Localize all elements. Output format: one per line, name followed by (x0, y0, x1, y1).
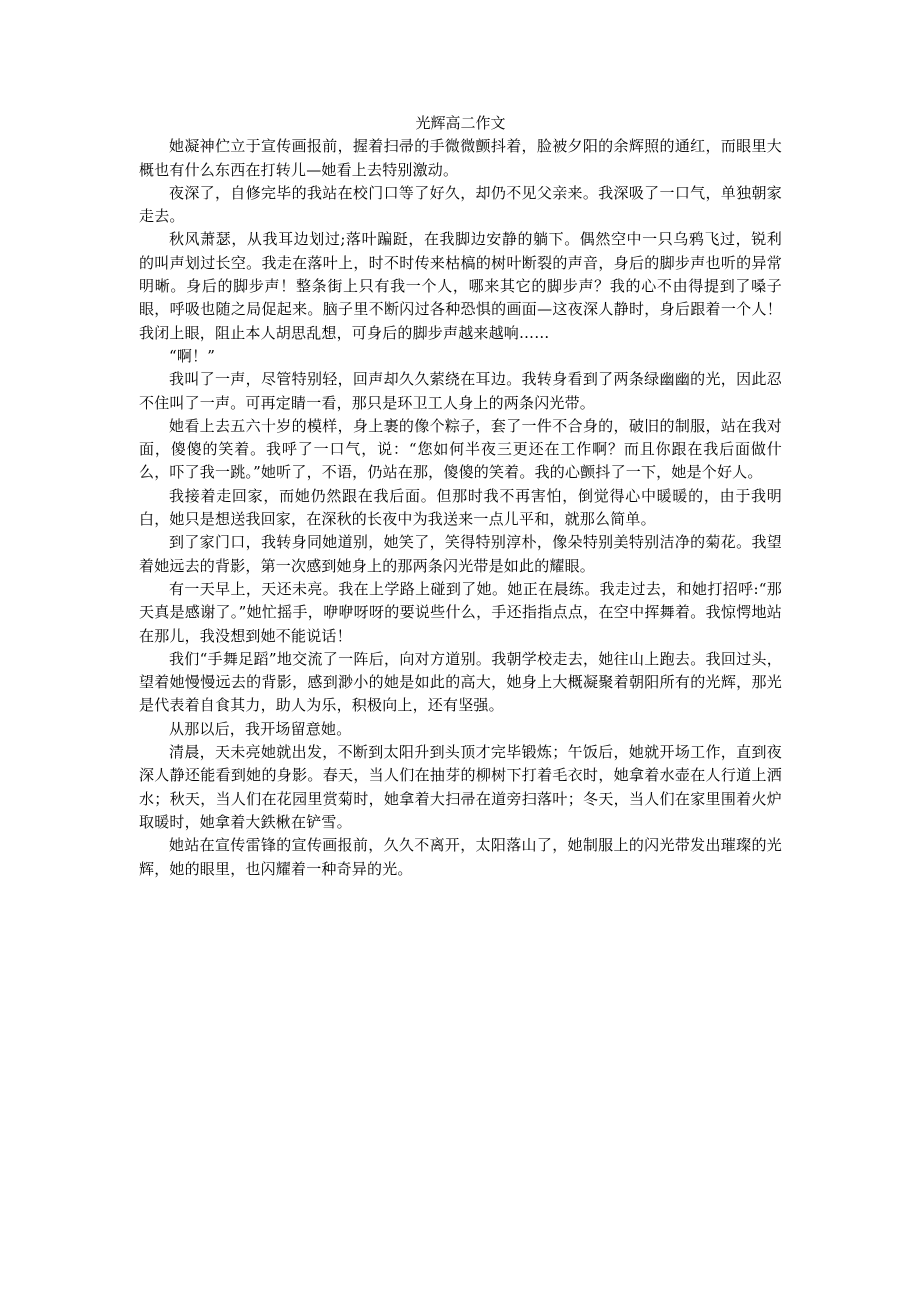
paragraph: “啊！” (169, 346, 216, 365)
paragraph: 我叫了一声，尽管特别轻，回声却久久萦绕在耳边。我转身看到了两条绿幽幽的光，因此忍不住叫了一声。可再定睛一看，那只是环卫工人身上的两条闪光带。 (139, 370, 782, 412)
document-page (139, 112, 782, 881)
paragraph: 我们“手舞足蹈”地交流了一阵后，向对方道别。我朝学校走去，她往山上跑去。我回过头，望着她慢慢远去的背影，感到渺小的她是如此的高大，她身上大概凝聚着朝阳所有的光辉，那光是代表着自食其力，助人为乐，积极向上，还有坚强。 (139, 649, 782, 715)
paragraph: 她站在宣传雷锋的宣传画报前，久久不离开，太阳落山了，她制服上的闪光带发出璀璨的光辉，她的眼里，也闪耀着一种奇异的光。 (139, 836, 782, 878)
paragraph: 清晨，天未亮她就出发，不断到太阳升到头顶才完毕锻炼；午饭后，她就开场工作，直到夜深人静还能看到她的身影。春天，当人们在抽芽的柳树下打着毛衣时，她拿着水壶在人行道上洒水；秋天，当人们在花园里赏菊时，她拿着大扫帚在道旁扫落叶；冬天，当人们在家里围着火炉取暖时，她拿着大鉄楸在铲雪。 (139, 743, 782, 831)
paragraph: 她凝神伫立于宣传画报前，握着扫帚的手微微颤抖着，脸被夕阳的余辉照的通红，而眼里大概也有什么东西在打转儿—她看上去特别激动。 (139, 137, 782, 179)
paragraph: 秋风萧瑟，从我耳边划过;落叶蹁跹，在我脚边安静的躺下。偶然空中一只乌鸦飞过，锐利的叫声划过长空。我走在落叶上，时不时传来枯槁的树叶断裂的声音，身后的脚步声也听的异常明晰。身后的脚步声！整条街上只有我一个人，哪来其它的脚步声？我的心不由得提到了嗓子眼，呼吸也随之局促起来。脑子里不断闪过各种恐惧的画面—这夜深人静时，身后跟着一个人！我闭上眼，阻止本人胡思乱想，可身后的脚步声越来越响…… (139, 230, 782, 342)
paragraph: 我接着走回家，而她仍然跟在我后面。但那时我不再害怕，倒觉得心中暖暖的，由于我明白，她只是想送我回家，在深秋的长夜中为我送来一点儿平和，就那么简单。 (139, 486, 782, 529)
paragraph: 夜深了，自修完毕的我站在校门口等了好久，却仍不见父亲来。我深吸了一口气，单独朝家走去。 (139, 183, 782, 226)
paragraph: 到了家门口，我转身同她道别，她笑了，笑得特别淳朴，像朵特别美特别洁净的菊花。我望着她远去的背影，第一次感到她身上的那两条闪光带是如此的耀眼。 (139, 533, 782, 575)
paragraph: 她看上去五六十岁的模样，身上裹的像个粽子，套了一件不合身的，破旧的制服，站在我对面，傻傻的笑着。我呼了一口气，说：“您如何半夜三更还在工作啊？而且你跟在我后面做什么，吓了我一跳。”她听了，不语，仍站在那，傻傻的笑着。我的心颤抖了一下，她是个好人。 (139, 416, 782, 482)
paragraph: 从那以后，我开场留意她。 (169, 719, 352, 738)
document-title: 光辉高二作文 (415, 114, 506, 132)
paragraph: 有一天早上，天还未亮。我在上学路上碰到了她。她正在晨练。我走过去，和她打招呼:“那天真是感谢了。”她忙摇手，咿咿呀呀的要说些什么，手还指指点点，在空中挥舞着。我惊愕地站在那儿，我没想到她不能说话！ (139, 579, 782, 645)
